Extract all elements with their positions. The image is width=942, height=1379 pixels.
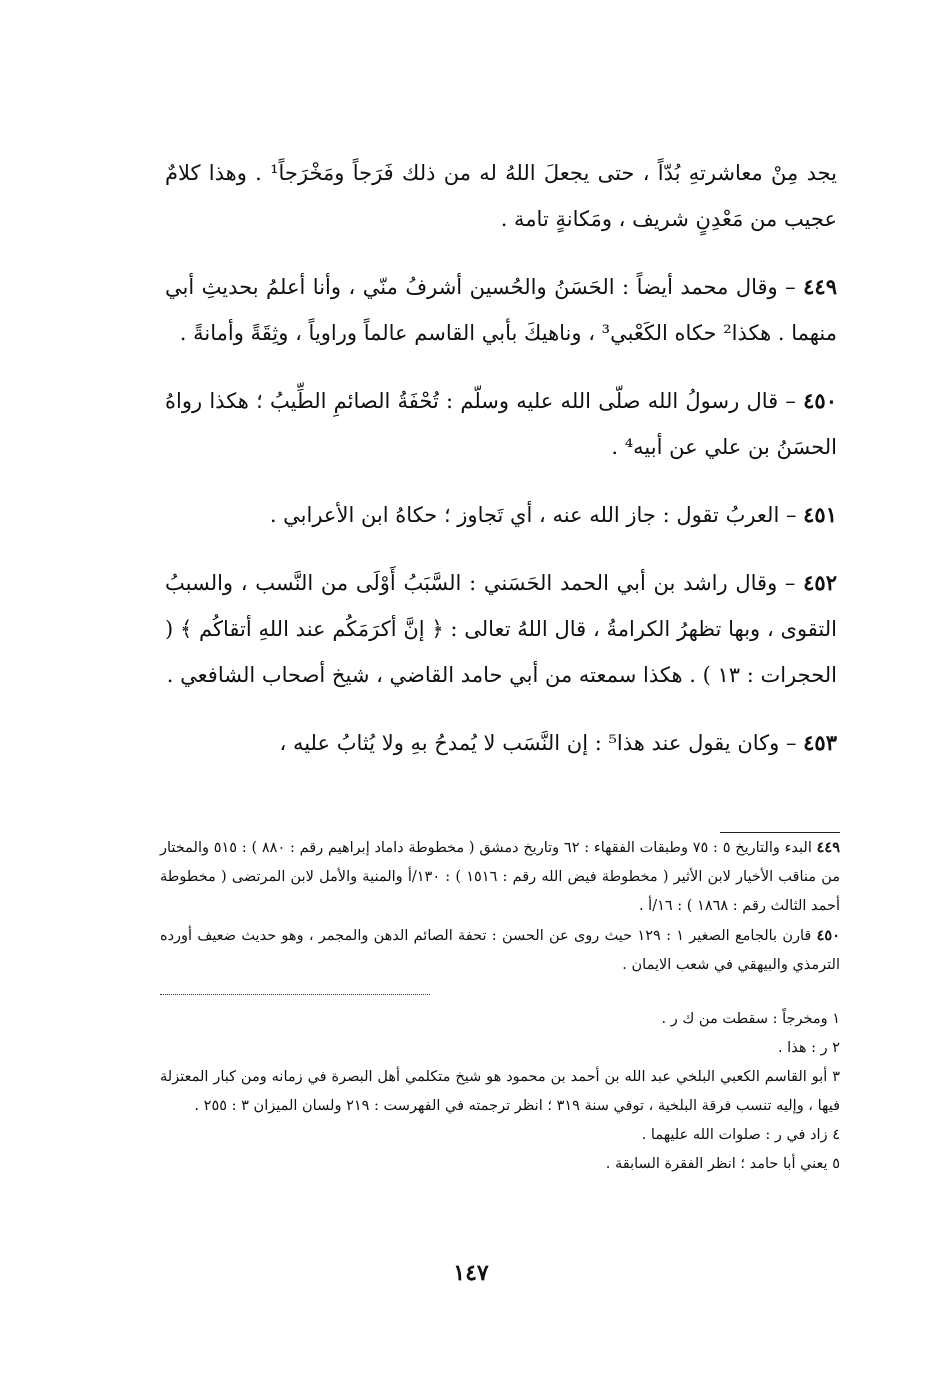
notes-section [160, 832, 840, 1179]
footnote-number: ٢ [832, 1040, 840, 1056]
source-note-450 [160, 921, 840, 980]
paragraph-451 [165, 492, 837, 538]
paragraph-text: يجد مِنْ معاشرتهِ بُدّاً ، حتى يجعلَ اللهُ له من ذلك فَرَجاً ومَخْرَجاً¹ . وهذا كلامٌ عجيب من مَعْدِنٍ شريف ، ومَكانةٍ تامة . [165, 161, 837, 231]
footnote-2 [160, 1034, 840, 1063]
paragraph-449 [165, 264, 837, 356]
footnote-number: ٣ [832, 1069, 840, 1085]
footnote-3 [160, 1063, 840, 1121]
footnote-text: ر : هذا . [777, 1040, 828, 1056]
paragraph-number: ٤٥٣ [803, 730, 837, 755]
footnote-number: ٥ [832, 1156, 840, 1172]
paragraph-text: – وقال محمد أيضاً : الحَسَنُ والحُسين أشرفُ منّي ، وأنا أعلمُ بحديثِ أبي منهما . هكذا² حكاه الكَعْبي³ ، وناهيكَ بأبي القاسم عالماً وراوياً ، وثِقَةً وأمانةً . [165, 275, 837, 345]
paragraph-number: ٤٥٢ [803, 570, 837, 595]
footnotes-divider [160, 994, 430, 995]
page-number: ١٤٧ [453, 1260, 489, 1286]
footnote-4 [160, 1121, 840, 1150]
paragraph-452 [165, 560, 837, 698]
paragraph-number: ٤٥٠ [803, 388, 837, 413]
footnote-1 [160, 1005, 840, 1034]
footnote-text: ومخرجاً : سقطت من ك ر . [661, 1011, 828, 1027]
source-note-449 [160, 833, 840, 921]
paragraph-text: – وكان يقول عند هذا⁵ : إن النَّسَب لا يُمدحُ بهِ ولا يُثابُ عليه ، [279, 731, 797, 755]
footnote-number: ١ [832, 1011, 840, 1027]
footnote-text: زاد في ر : صلوات الله عليهما . [641, 1127, 828, 1143]
note-number: ٤٥٠ [816, 927, 840, 944]
footnote-number: ٤ [832, 1127, 840, 1143]
paragraph-450 [165, 378, 837, 470]
note-number: ٤٤٩ [816, 839, 840, 856]
main-text [165, 150, 837, 788]
paragraph-text: – العربُ تقول : جاز الله عنه ، أي تَجاوز ؛ حكاهُ ابن الأعرابي . [269, 503, 797, 527]
paragraph-text: – وقال راشد بن أبي الحمد الحَسَني : السَّبَبُ أَوْلَى من النَّسب ، والسببُ التقوى ، وبها تظهرُ الكرامةُ ، قال اللهُ تعالى : ﴿ إنَّ أكرَمَكُم عند اللهِ أتقاكُم ﴾ ( الحجرات : ١٣ ) . هكذا سمعته من أبي حامد القاضي ، شيخ أصحاب الشافعي . [165, 571, 837, 687]
footnote-text: أبو القاسم الكعبي البلخي عبد الله بن أحمد بن محمود هو شيخ متكلمي أهل البصرة في زمانه ومن كبار المعتزلة فيها ، وإليه تنسب فرقة البلخية ، توفي سنة ٣١٩ ؛ انظر ترجمته في الفهرست : ٢١٩ ولسان الميزان ٣ : ٢٥٥ . [160, 1069, 840, 1114]
footnote-5 [160, 1150, 840, 1179]
footnote-text: يعني أبا حامد ؛ انظر الفقرة السابقة . [605, 1156, 828, 1172]
note-text: قارن بالجامع الصغير ١ : ١٢٩ حيث روى عن الحسن : تحفة الصائم الدهن والمجمر ، وهو حديث ضعيف أورده الترمذي والبيهقي في شعب الايمان . [160, 928, 840, 973]
paragraph-number: ٤٥١ [803, 502, 837, 527]
paragraph-text: – قال رسولُ الله صلّى الله عليه وسلّم : تُحْفَةُ الصائمِ الطِّيبُ ؛ هكذا رواهُ الحسَنُ بن علي عن أبيه⁴ . [165, 389, 837, 459]
paragraph-453 [165, 720, 837, 766]
paragraph-continuation [165, 150, 837, 242]
paragraph-number: ٤٤٩ [803, 274, 837, 299]
note-text: البدء والتاريخ ٥ : ٧٥ وطبقات الفقهاء : ٦٢ وتاريخ دمشق ( مخطوطة داماد إبراهيم رقم : ٨٨٠ ) : ٥١٥ والمختار من مناقب الأخيار لابن الأثير ( مخطوطة فيض الله رقم : ١٥١٦ ) : ١٣٠/أ والمنية والأمل لابن المرتضى ( مخطوطة أحمد الثالث رقم : ١٨٦٨ ) : ١٦/أ . [160, 840, 841, 914]
